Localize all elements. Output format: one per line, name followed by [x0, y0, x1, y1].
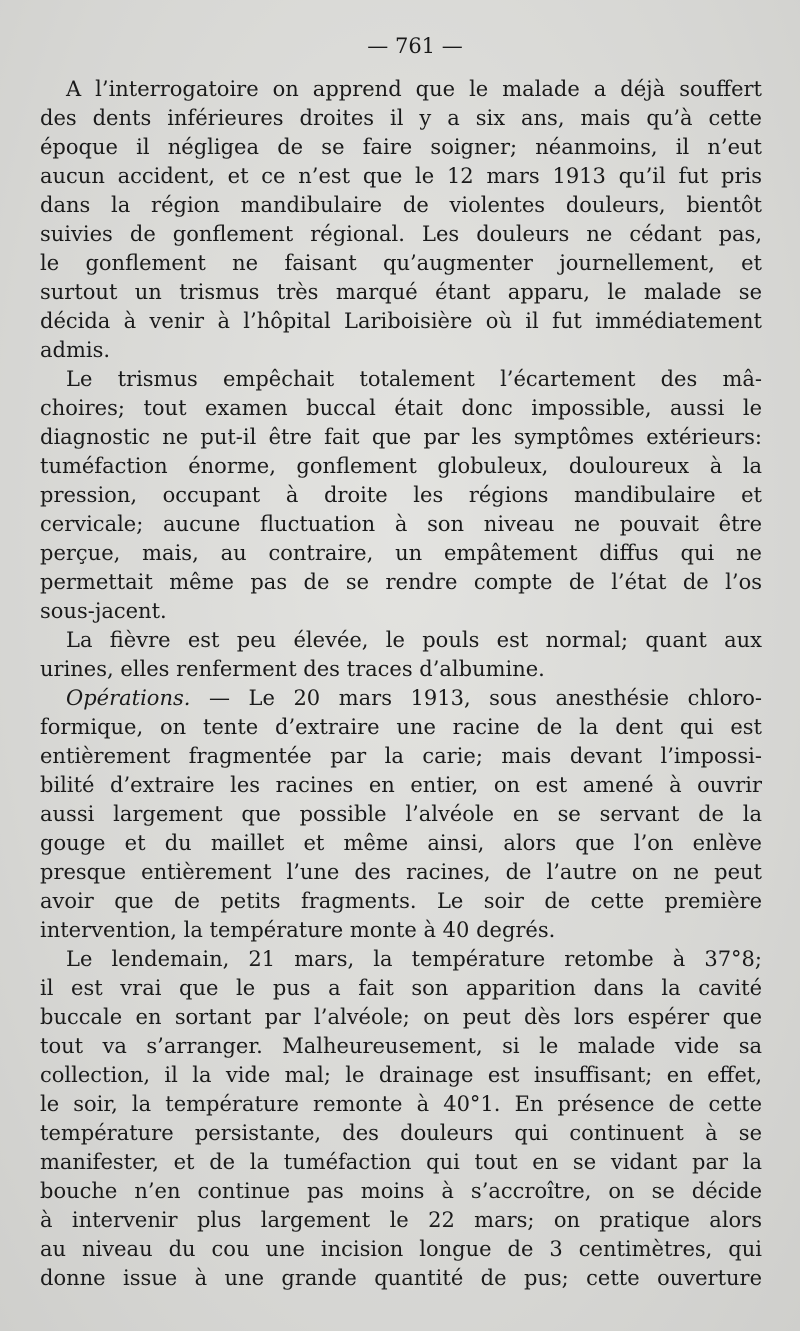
text-line: surtout un trismus très marqué étant apparu, le malade se [40, 280, 762, 304]
text-line: tout va s’arranger. Malheureusement, si le malade vide sa [40, 1034, 762, 1058]
text-line: suivies de gonflement régional. Les douleurs ne cédant pas, [40, 222, 762, 246]
text-line: urines, elles renferment des traces d’albumine. [40, 657, 545, 681]
text-line: le soir, la température remonte à 40°1. En présence de cette [40, 1092, 762, 1116]
text-line: La fièvre est peu élevée, le pouls est normal; quant aux [66, 628, 762, 652]
text-line: aucun accident, et ce n’est que le 12 mars 1913 qu’il fut pris [40, 164, 762, 188]
text-line: manifester, et de la tuméfaction qui tout en se vidant par la [40, 1150, 762, 1174]
text-line: permettait même pas de se rendre compte de l’état de l’os [40, 570, 762, 594]
text-line [40, 684, 762, 713]
text-line: dans la région mandibulaire de violentes douleurs, bientôt [40, 193, 762, 217]
text-line: admis. [40, 338, 111, 362]
text-line: à intervenir plus largement le 22 mars; on pratique alors [40, 1208, 762, 1232]
page-number: — 761 — [367, 34, 463, 58]
text-line: entièrement fragmentée par la carie; mais devant l’impossi- [40, 744, 762, 768]
paragraph-lendemain [40, 945, 762, 1293]
text-line: formique, on tente d’extraire une racine de la dent qui est [40, 715, 762, 739]
text-line: Le trismus empêchait totalement l’écartement des mâ- [66, 367, 762, 391]
paragraph-operations [40, 684, 762, 945]
text-line: A l’interrogatoire on apprend que le malade a déjà souffert [66, 77, 762, 101]
text-line: cervicale; aucune fluctuation à son niveau ne pouvait être [40, 512, 762, 536]
text-fragment: — Le 20 mars 1913, sous anesthésie chloro- [190, 686, 762, 710]
text-line: époque il négligea de se faire soigner; néanmoins, il n’eut [40, 135, 762, 159]
text-line: diagnostic ne put-il être fait que par les symptômes extérieurs: [40, 425, 762, 449]
text-line: gouge et du maillet et même ainsi, alors que l’on enlève [40, 831, 762, 855]
paragraph-interrogatoire [40, 75, 762, 365]
paragraph-fievre [40, 626, 762, 684]
text-line: choires; tout examen buccal était donc impossible, aussi le [40, 396, 762, 420]
text-line: bouche n’en continue pas moins à s’accroître, on se décide [40, 1179, 762, 1203]
text-line: pression, occupant à droite les régions mandibulaire et [40, 483, 762, 507]
text-line: collection, il la vide mal; le drainage est insuffisant; en effet, [40, 1063, 762, 1087]
text-line: buccale en sortant par l’alvéole; on peut dès lors espérer que [40, 1005, 762, 1029]
text-line: sous-jacent. [40, 599, 167, 623]
text-line: décida à venir à l’hôpital Lariboisière où il fut immédiatement [40, 309, 762, 333]
text-line: intervention, la température monte à 40 degrés. [40, 918, 556, 942]
text-line: le gonflement ne faisant qu’augmenter journellement, et [40, 251, 762, 275]
text-line: aussi largement que possible l’alvéole en se servant de la [40, 802, 762, 826]
book-page [40, 30, 762, 1293]
section-lead-operations: Opérations. [66, 686, 191, 710]
text-line: des dents inférieures droites il y a six ans, mais qu’à cette [40, 106, 762, 130]
text-line: Le lendemain, 21 mars, la température retombe à 37°8; [66, 947, 762, 971]
text-line: température persistante, des douleurs qui continuent à se [40, 1121, 762, 1145]
text-line: bilité d’extraire les racines en entier, on est amené à ouvrir [40, 773, 762, 797]
text-line: perçue, mais, au contraire, un empâtement diffus qui ne [40, 541, 762, 565]
text-line: donne issue à une grande quantité de pus; cette ouverture [40, 1266, 762, 1290]
paragraph-trismus [40, 365, 762, 626]
text-line: presque entièrement l’une des racines, de l’autre on ne peut [40, 860, 762, 884]
text-line: au niveau du cou une incision longue de 3 centimètres, qui [40, 1237, 762, 1261]
text-line: tuméfaction énorme, gonflement globuleux, douloureux à la [40, 454, 762, 478]
text-line: il est vrai que le pus a fait son apparition dans la cavité [40, 976, 762, 1000]
text-line: avoir que de petits fragments. Le soir de cette première [40, 889, 762, 913]
